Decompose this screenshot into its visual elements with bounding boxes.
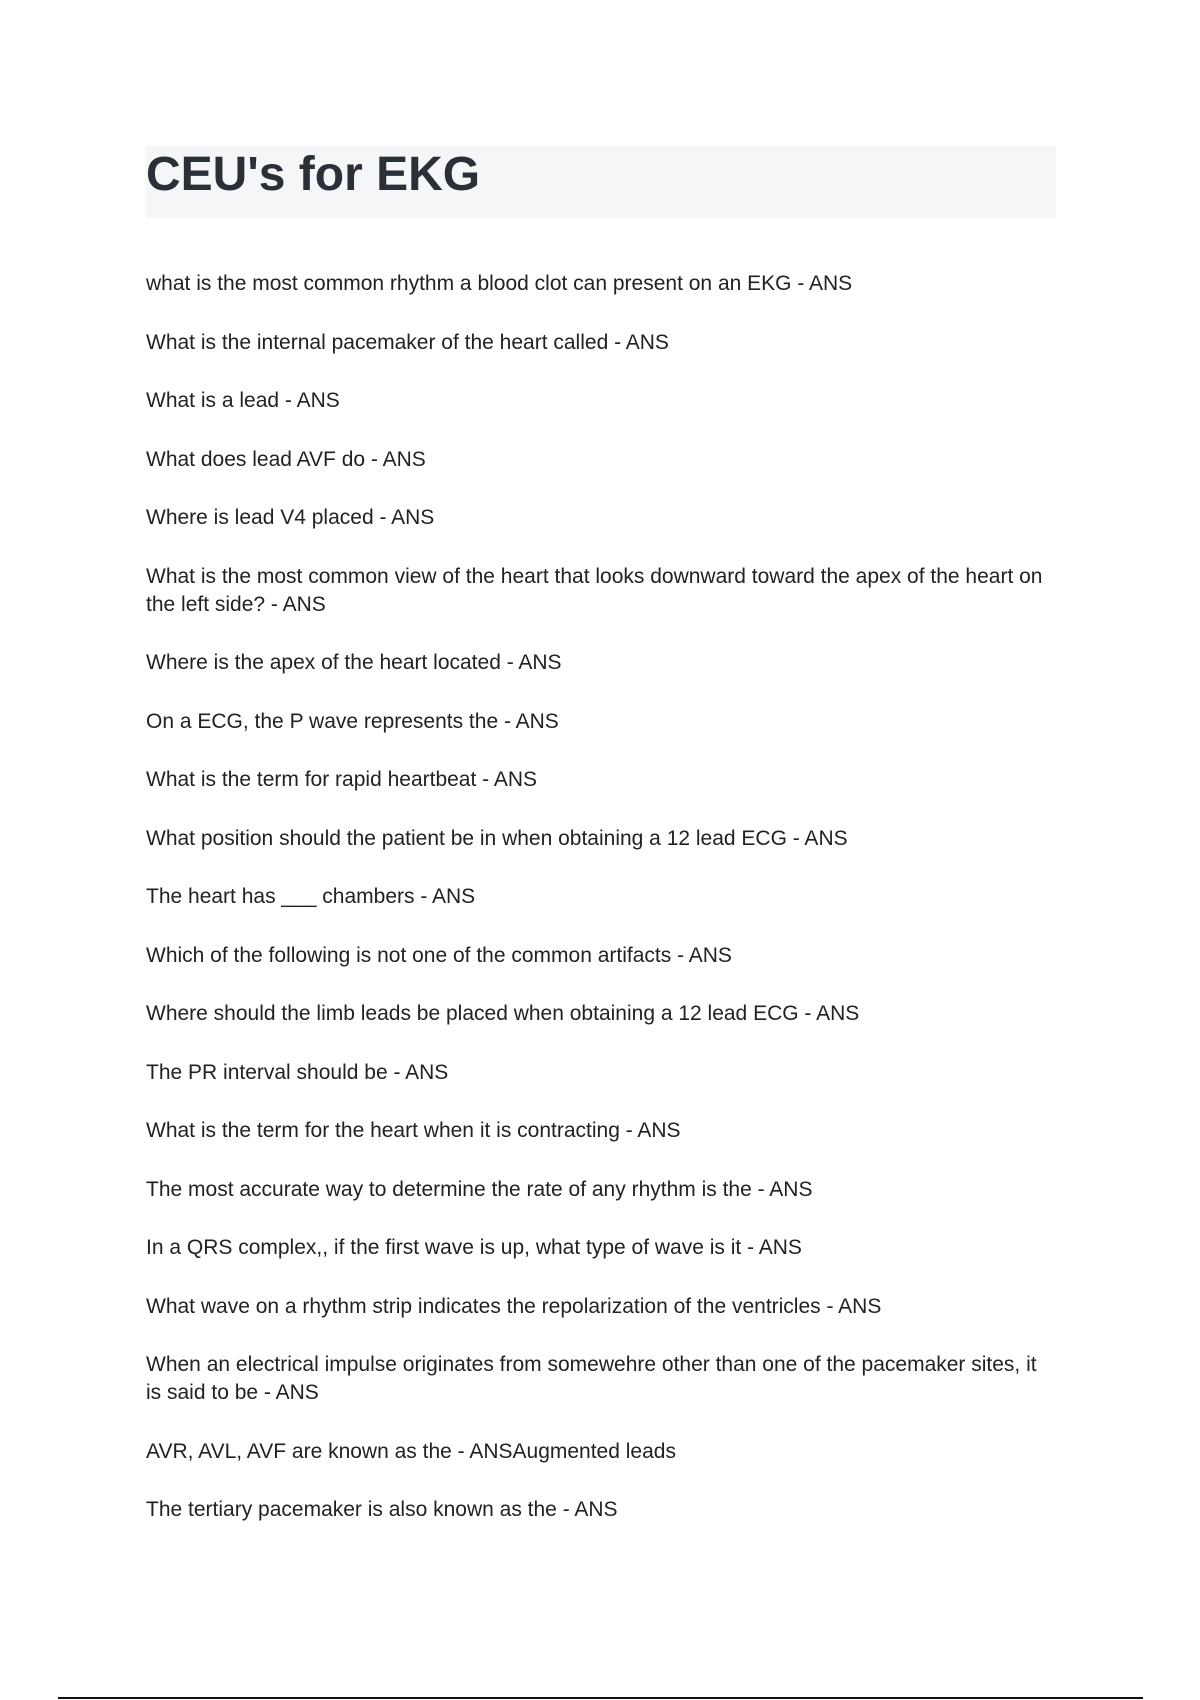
question-item: Where should the limb leads be placed when obtaining a 12 lead ECG - ANS [146, 1002, 860, 1025]
question-item: What does lead AVF do - ANS [146, 447, 426, 471]
question-item: The tertiary pacemaker is also known as the - ANS [146, 1498, 618, 1521]
question-item: what is the most common rhythm a blood clot can present on an EKG - ANS [146, 272, 853, 295]
question-item: What is the term for rapid heartbeat - ANS [146, 768, 538, 791]
question-item: What is the most common view of the heart that looks downward toward the apex of the heart on the left side? - ANS [146, 564, 1043, 616]
question-item: What wave on a rhythm strip indicates the repolarization of the ventricles - ANS [146, 1294, 882, 1318]
page-title: CEU's for EKG [146, 148, 481, 201]
question-item: Where is the apex of the heart located - ANS [146, 651, 562, 674]
question-item: When an electrical impulse originates from somewehre other than one of the pacemaker sites, it is said to be - ANS [146, 1353, 1037, 1404]
question-item: Where is lead V4 placed - ANS [146, 506, 435, 529]
footer-divider [58, 1697, 1143, 1699]
question-list [146, 270, 1046, 1555]
question-item: In a QRS complex,, if the first wave is up, what type of wave is it - ANS [146, 1236, 802, 1259]
question-item: What is the internal pacemaker of the heart called - ANS [146, 330, 669, 354]
question-item: What is a lead - ANS [146, 389, 340, 412]
question-item: The most accurate way to determine the rate of any rhythm is the - ANS [146, 1177, 813, 1201]
question-item: Which of the following is not one of the common artifacts - ANS [146, 943, 732, 967]
question-item: On a ECG, the P wave represents the - ANS [146, 709, 559, 733]
question-item: AVR, AVL, AVF are known as the - ANSAugmented leads [146, 1439, 676, 1463]
question-item: The heart has ___ chambers - ANS [146, 885, 476, 908]
question-item: What position should the patient be in when obtaining a 12 lead ECG - ANS [146, 826, 848, 850]
question-item: What is the term for the heart when it is contracting - ANS [146, 1119, 681, 1142]
title-banner [146, 146, 1056, 218]
question-item: The PR interval should be - ANS [146, 1060, 449, 1084]
